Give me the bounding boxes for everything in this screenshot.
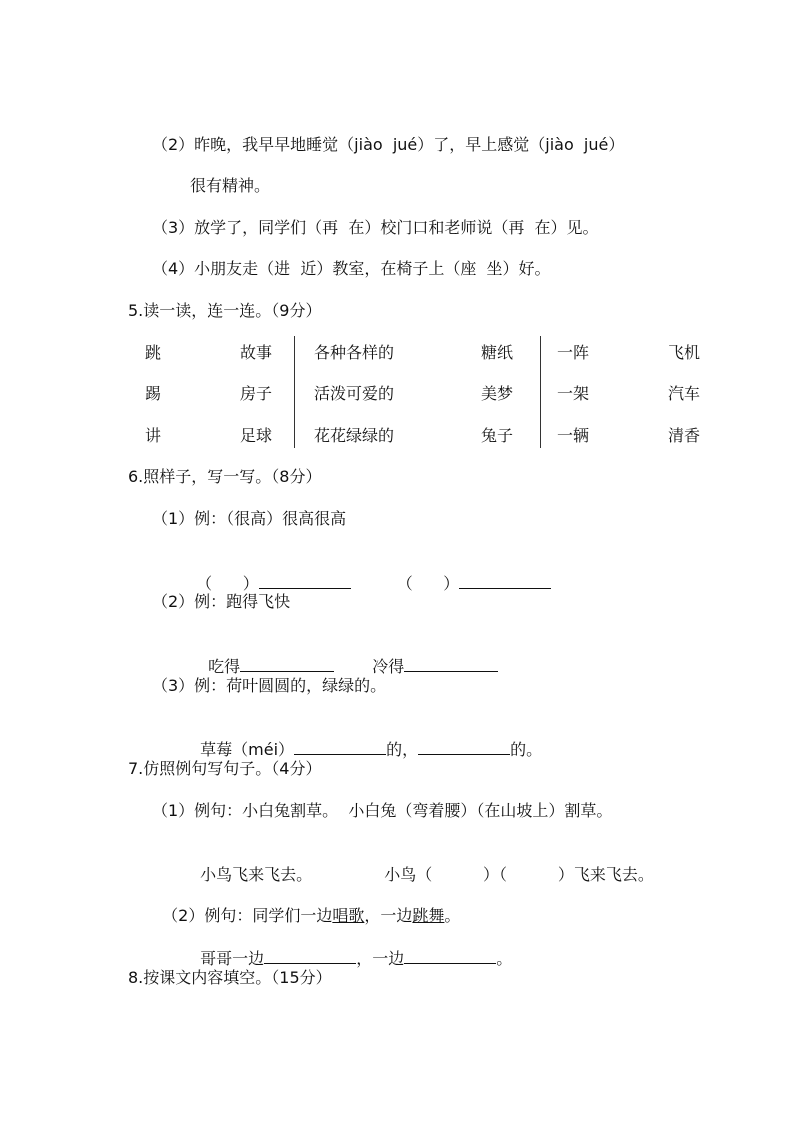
q7-ex2-underline-1: 唱歌 — [332, 906, 365, 925]
q7-ex1-sentence: 小鸟飞来飞去。 — [200, 865, 313, 884]
q6-ex2-label-b: 冷得 — [372, 657, 405, 676]
q5-title: 5.读一读，连一连。（9分） — [128, 301, 322, 320]
q5-g2-left-0: 各种各样的 — [314, 343, 395, 362]
q6-ex2-blank-a[interactable] — [240, 655, 334, 672]
q4-item3: （3）放学了，同学们（再 在）校门口和老师说（再 在）见。 — [152, 218, 599, 237]
q5-g2-right-2: 兔子 — [481, 426, 514, 445]
q6-ex1: （1）例：（很高）很高很高 — [152, 509, 347, 528]
q5-g3-left-0: 一阵 — [557, 343, 590, 362]
q5-g2-left-2: 花花绿绿的 — [314, 426, 395, 445]
q5-g2-right-0: 糖纸 — [481, 343, 514, 362]
q6-ex2-label-a: 吃得 — [208, 657, 241, 676]
q7-ex2-label-c: 。 — [496, 949, 513, 968]
q7-ex2-answer-row — [190, 925, 512, 970]
q6-ex3-blank-2[interactable] — [418, 738, 510, 755]
q5-g3-right-1: 汽车 — [668, 384, 701, 403]
q6-ex1-blank-2[interactable] — [459, 572, 551, 589]
q5-g3-left-2: 一辆 — [557, 426, 590, 445]
q7-ex2 — [152, 883, 460, 927]
q4-item2-line1: （2）昨晚，我早早地睡觉（jiào jué）了，早上感觉（jiào jué） — [152, 135, 625, 154]
q6-ex3-mid: 的， — [386, 740, 419, 759]
q7-ex2-underline-2: 跳舞 — [412, 906, 445, 925]
q5-g3-right-2: 清香 — [668, 426, 701, 445]
q6-ex3: （3）例：荷叶圆圆的，绿绿的。 — [152, 676, 387, 695]
q6-ex2: （2）例：跑得飞快 — [152, 592, 291, 611]
q5-g1-right-1: 房子 — [240, 384, 273, 403]
q5-g1-left-0: 跳 — [145, 343, 162, 362]
q6-ex1-paren-2: （ ） — [396, 574, 460, 593]
q7-ex1-fill[interactable]: 小鸟（ ）（ ）飞来飞去。 — [384, 865, 654, 884]
q4-item2-line2: 很有精神。 — [190, 176, 271, 195]
q5-g1-right-2: 足球 — [240, 426, 273, 445]
q6-ex1-blank-1[interactable] — [259, 572, 351, 589]
q6-ex3-blank-1[interactable] — [294, 738, 386, 755]
q7-ex2-blank-1[interactable] — [264, 947, 356, 964]
q5-g3-left-1: 一架 — [557, 384, 590, 403]
q6-ex1-paren-1: （ ） — [196, 574, 259, 593]
q7-ex2-pre: （2）例句：同学们一边 — [162, 906, 333, 925]
q7-ex2-mid: ，一边 — [364, 906, 413, 925]
q6-ex1-answer-row — [186, 550, 551, 595]
q6-ex3-prefix: 草莓（méi） — [200, 740, 295, 759]
q7-ex2-blank-2[interactable] — [404, 947, 496, 964]
q7-ex2-label-b: ，一边 — [356, 949, 405, 968]
q6-ex2-answer-row — [198, 633, 498, 678]
q7-ex2-label-a: 哥哥一边 — [200, 949, 265, 968]
q5-divider-1 — [294, 336, 295, 448]
q7-ex1: （1）例句：小白兔割草。 小白兔（弯着腰）（在山坡上）割草。 — [152, 801, 613, 820]
q5-g1-right-0: 故事 — [240, 343, 273, 362]
q7-ex1-answer-row — [190, 842, 654, 886]
q5-g1-left-1: 踢 — [145, 384, 162, 403]
q6-ex2-blank-b[interactable] — [404, 655, 498, 672]
q7-title: 7.仿照例句写句子。（4分） — [128, 759, 322, 778]
q8-title: 8.按课文内容填空。（15分） — [128, 968, 332, 987]
q5-g3-right-0: 飞机 — [668, 343, 701, 362]
q7-ex2-end: 。 — [444, 906, 461, 925]
q5-g1-left-2: 讲 — [145, 426, 162, 445]
q5-g2-right-1: 美梦 — [481, 384, 514, 403]
q4-item4: （4）小朋友走（进 近）教室，在椅子上（座 坐）好。 — [152, 259, 551, 278]
q5-divider-2 — [540, 336, 541, 448]
q6-title: 6.照样子，写一写。（8分） — [128, 467, 322, 486]
q5-g2-left-1: 活泼可爱的 — [314, 384, 395, 403]
q6-ex3-end: 的。 — [510, 740, 543, 759]
q6-ex3-answer-row — [190, 716, 542, 761]
